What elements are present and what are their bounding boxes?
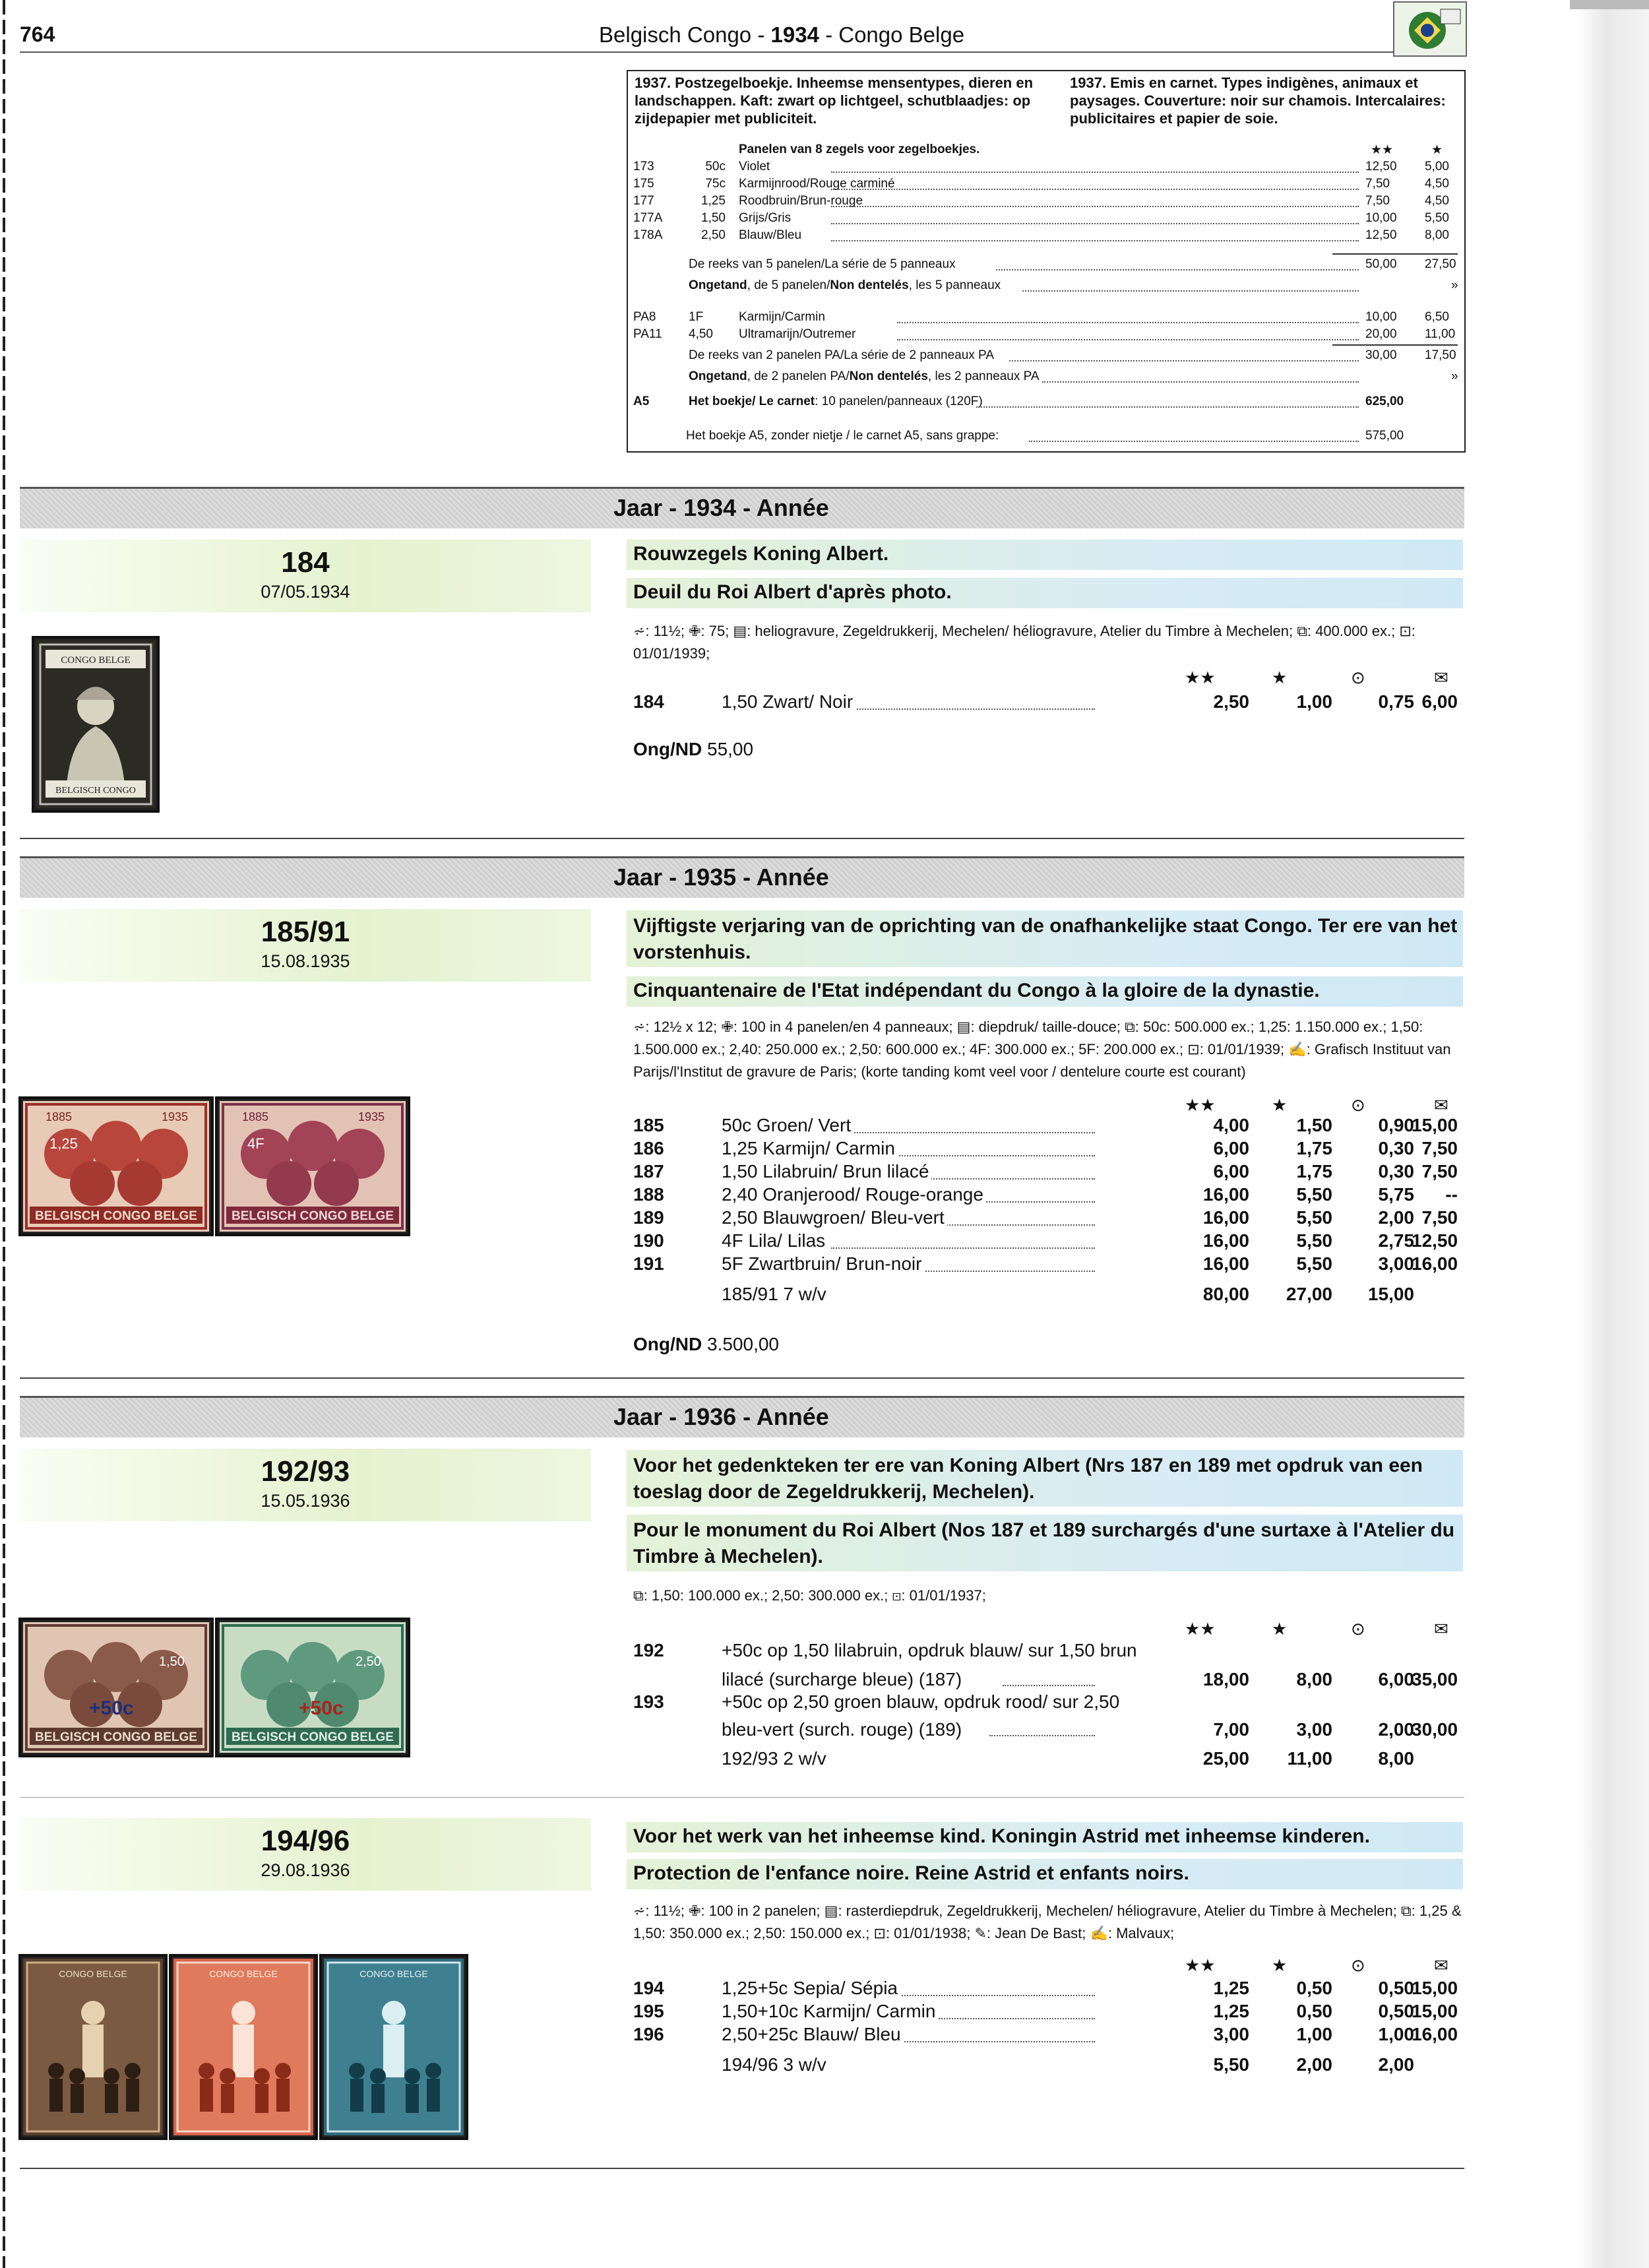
booklet-a5-row — [633, 394, 1458, 412]
stamp-number: 195 — [633, 2001, 664, 2021]
price-mint: 25,00 — [1202, 1748, 1249, 1769]
booklet-a5-nostaple-row — [633, 429, 1458, 446]
stamp-text: 1,50 — [159, 1654, 185, 1669]
imperf5-label: Ongetand — [689, 278, 747, 292]
stamp-desc: 1,25+5c Sepia/ Sépia — [722, 1978, 900, 1999]
stamp-desc: +50c op 1,50 lilabruin, opdruk blauw/ sur 1,50 brun — [722, 1640, 1137, 1660]
stamp-text: BELGISCH CONGO BELGE — [232, 1730, 394, 1744]
issue-number: 194/96 — [261, 1825, 350, 1857]
booklet-row — [633, 228, 1458, 245]
set5-price-hinged: 27,50 — [1425, 257, 1456, 271]
nd-value: 3.500,00 — [707, 1334, 779, 1354]
stamp-text: 1935 — [162, 1110, 189, 1123]
price-mint: 2,50 — [1213, 691, 1249, 712]
price-mint: 1,25 — [1213, 2001, 1249, 2021]
price-used: 0,50 — [1378, 2001, 1414, 2021]
stamp-184-image — [34, 639, 157, 810]
col-cover: ✉ — [1434, 1955, 1448, 1975]
col-cover: ✉ — [1434, 1619, 1448, 1639]
set5-desc: De reeks van 5 panelen/La série de 5 panneaux — [689, 257, 956, 271]
col-used: ⊙ — [1351, 668, 1365, 687]
issue-date: 07/05.1934 — [261, 582, 350, 602]
dot-leader — [831, 1247, 1095, 1249]
booklet-price-mint: 10,00 — [1365, 211, 1397, 225]
price-mint: 1,25 — [1213, 1978, 1249, 1998]
booklet-price-mint: 7,50 — [1365, 177, 1390, 191]
price-row — [633, 1978, 1464, 2001]
booklet-price-mint: 10,00 — [1365, 310, 1397, 324]
booklet-price-hinged: 4,50 — [1425, 194, 1449, 208]
stamp-text: BELGISCH CONGO BELGE — [232, 1209, 394, 1223]
booklet-subheading: Panelen van 8 zegels voor zegelboekjes. — [739, 142, 980, 156]
year-bar-1936 — [20, 1396, 1464, 1437]
booklet-imperf5-row — [633, 278, 1458, 296]
price-row-193 — [633, 1691, 1464, 1715]
dot-leader — [831, 709, 1095, 710]
stamp-number: 188 — [633, 1184, 664, 1205]
price-used: 0,30 — [1378, 1161, 1414, 1181]
year-1936-label: Jaar - 1936 - Année — [613, 1403, 829, 1430]
stamp-surcharge: +50c — [299, 1697, 344, 1719]
col-cover: ✉ — [1434, 668, 1448, 687]
stamp-195-image — [171, 1957, 315, 2137]
stamp-text: CONGO BELGE — [61, 655, 131, 666]
imperf-note — [633, 1334, 779, 1355]
imperf2-label-fr: Non dentelés — [849, 369, 928, 383]
booklet-row — [633, 211, 1458, 228]
issue-info: ⩫: 11½; ✙: 100 in 2 panelen; ▤: rasterdiepdruk, Zegeldrukkerij, Mechelen/ héliogravure, Atelier du Timbre à Mechelen; ⧉: 1,25 & 1,50: 350.000 ex.; 2,50: 150.000 ex.; ⊡: 01/01/1938; ✎: Jean De Bast; ✍: Malvaux; — [633, 1903, 1462, 1941]
stamp-text: CONGO BELGE — [59, 1969, 127, 1979]
price-used: 0,30 — [1378, 1138, 1414, 1158]
a5-nostaple-price: 575,00 — [1365, 429, 1404, 443]
col-used: ⊙ — [1351, 1619, 1365, 1639]
price-hinged: 1,75 — [1296, 1138, 1332, 1158]
stamp-text: 1885 — [46, 1110, 73, 1123]
dot-leader — [831, 172, 1359, 173]
booklet-heading-fr: 1937. Emis en carnet. Types indigènes, animaux et paysages. Couverture: noir sur chamois. Intercalaires: publicitaires et papier de soie. — [1070, 75, 1446, 127]
set-total-row — [633, 1284, 1464, 1307]
title-fr: Pour le monument du Roi Albert (Nos 187 et 189 surchargés d'une surtaxe à l'Atelier du Timbre à Mechelen). — [633, 1519, 1455, 1567]
price-used: 1,00 — [1378, 2024, 1414, 2044]
price-row — [633, 2001, 1464, 2025]
price-row-192b — [633, 1669, 1464, 1693]
stamp-text: BELGISCH CONGO — [55, 786, 136, 796]
booklet-value: 75c — [705, 177, 726, 191]
stamp-number: 186 — [633, 1138, 664, 1158]
issue-number: 184 — [281, 546, 330, 579]
price-used: 6,00 — [1378, 1669, 1414, 1689]
price-mint: 80,00 — [1202, 1284, 1249, 1304]
price-used: 2,00 — [1378, 1207, 1414, 1228]
price-used: 5,75 — [1378, 1184, 1414, 1205]
booklet-price-hinged: 4,50 — [1425, 177, 1449, 191]
stamp-text: BELGISCH CONGO BELGE — [35, 1730, 197, 1744]
price-cover: 15,00 — [1412, 1978, 1458, 1998]
price-cover: 7,50 — [1421, 1207, 1458, 1228]
price-hinged: 5,50 — [1296, 1207, 1332, 1228]
stamp-number: 189 — [633, 1207, 664, 1228]
set2-desc: De reeks van 2 panelen PA/La série de 2 panneaux PA — [689, 348, 994, 362]
stamp-text: CONGO BELGE — [359, 1969, 428, 1979]
scan-shadow — [1576, 0, 1649, 2268]
issue-info: ⩫: 12½ x 12; ✙: 100 in 4 panelen/en 4 panneaux; ▤: diepdruk/ taille-douce; ⧉: 50c: 500.000 ex.; 1,25: 1.150.000 ex.; 1,50: 1.500.000 ex.; 2,40: 250.000 ex.; 2,50: 600.000 ex.; 4F: 300.000 ex.; 5F: 200.000 ex.; ⊡: 01/01/1939; ✍: Grafisch Instituut van Parijs/l'Institut de gravure de Paris; (korte tanding komt veel voor / dentelure courte est courant) — [633, 1019, 1451, 1080]
col-mint: ★★ — [1185, 1095, 1216, 1115]
set-total-row — [633, 2054, 1464, 2078]
imperf5-label-fr: Non dentelés — [830, 278, 909, 292]
booklet-no: 175 — [633, 177, 654, 191]
booklet-row — [633, 194, 1458, 211]
scan-shadow-top — [1570, 0, 1649, 9]
a5-rest: : 10 panelen/panneaux (120F) — [815, 394, 983, 408]
stamp-number: 191 — [633, 1253, 664, 1274]
booklet-desc: Roodbruin/Brun-rouge — [739, 194, 863, 208]
dot-leader — [897, 322, 1359, 323]
stamp-number: 184 — [633, 691, 664, 712]
col-mint: ★★ — [1185, 1955, 1216, 1975]
col-hinged-symbol: ★ — [1431, 143, 1443, 157]
stamp-desc: 2,40 Oranjerood/ Rouge-orange — [722, 1184, 986, 1205]
nd-value: 55,00 — [707, 739, 754, 759]
booklet-price-mint: 7,50 — [1365, 194, 1390, 208]
booklet-box — [627, 70, 1466, 453]
stamp-number: 192 — [633, 1640, 664, 1660]
stamp-number: 196 — [633, 2024, 664, 2044]
price-used: 0,50 — [1378, 1978, 1414, 1998]
stamp-desc: 50c Groen/ Vert — [722, 1115, 854, 1136]
nd-label: Ong/ND — [633, 1334, 702, 1354]
year-bar-1935 — [20, 856, 1464, 898]
set-desc: 185/91 7 w/v — [722, 1284, 826, 1304]
booklet-price-hinged: 11,00 — [1425, 327, 1456, 341]
issue-number: 185/91 — [261, 916, 350, 948]
booklet-pa-row — [633, 310, 1458, 327]
booklet-row — [633, 177, 1458, 194]
a5-nostaple-desc: Het boekje A5, zonder nietje / le carnet A5, sans grappe: — [686, 429, 999, 443]
price-hinged: 5,50 — [1296, 1230, 1332, 1251]
stamp-text: 1,25 — [49, 1135, 78, 1152]
page-title — [599, 22, 964, 47]
title-year: 1934 — [770, 22, 819, 47]
price-cover: 16,00 — [1412, 1253, 1458, 1274]
stamp-text: 4F — [247, 1135, 264, 1152]
price-hinged: 1,75 — [1296, 1161, 1332, 1181]
price-mint: 16,00 — [1202, 1184, 1249, 1205]
separator — [20, 2168, 1464, 2169]
booklet-desc: Grijs/Gris — [739, 211, 792, 225]
col-hinged: ★ — [1272, 1955, 1288, 1975]
set-total-row — [633, 1748, 1464, 1772]
separator — [20, 838, 1464, 839]
price-hinged: 8,00 — [1296, 1669, 1332, 1689]
stamp-surcharge: +50c — [89, 1697, 134, 1719]
title-country-fr: - Congo Belge — [819, 22, 965, 47]
stamp-desc: 1,50 Zwart/ Noir — [722, 691, 856, 712]
title-fr: Cinquantenaire de l'Etat indépendant du Congo à la gloire de la dynastie. — [633, 980, 1320, 1001]
title-country: Belgisch Congo - — [599, 22, 771, 47]
issue-info: ⩫: 11½; ✙: 75; ▤: heliogravure, Zegeldrukkerij, Mechelen/ héliogravure, Atelier du Timbre à Mechelen; ⧉: 400.000 ex.; ⊡: 01/01/1939; — [633, 623, 1416, 662]
col-hinged: ★ — [1272, 668, 1288, 687]
price-cover: 7,50 — [1421, 1138, 1458, 1158]
price-mint: 4,00 — [1213, 1115, 1249, 1135]
stamp-desc: lilacé (surcharge bleue) (187) — [722, 1669, 962, 1689]
imperf5-price: » — [1451, 278, 1458, 292]
price-used: 8,00 — [1378, 1748, 1414, 1769]
booklet-price-mint: 12,50 — [1365, 228, 1397, 242]
price-used: 0,90 — [1378, 1115, 1414, 1135]
price-mint: 18,00 — [1202, 1669, 1249, 1689]
booklet-value: 1F — [689, 310, 704, 324]
stamp-number: 193 — [633, 1691, 664, 1712]
booklet-price-mint: 12,50 — [1365, 160, 1397, 173]
stamp-number: 190 — [633, 1230, 664, 1251]
stamp-desc: +50c op 2,50 groen blauw, opdruk rood/ sur 2,50 — [722, 1691, 1120, 1712]
booklet-no: PA8 — [633, 310, 656, 324]
stamp-number: 185 — [633, 1115, 664, 1135]
stamp-desc: 2,50+25c Blauw/ Bleu — [722, 2024, 904, 2045]
col-hinged: ★ — [1272, 1619, 1288, 1639]
year-1935-label: Jaar - 1935 - Année — [613, 864, 829, 891]
title-fr: Protection de l'enfance noire. Reine Astrid et enfants noirs. — [633, 1862, 1189, 1884]
price-hinged: 2,00 — [1296, 2054, 1332, 2075]
col-mint-symbol: ★★ — [1371, 143, 1394, 157]
price-used: 0,75 — [1378, 691, 1414, 712]
set5-price-mint: 50,00 — [1365, 257, 1397, 271]
booklet-no: 177 — [633, 194, 654, 208]
booklet-desc: Karmijnrood/Rouge carminé — [739, 177, 895, 191]
issue-192-header — [20, 1449, 591, 1521]
price-row-193b — [633, 1719, 1464, 1743]
price-used: 15,00 — [1367, 1284, 1414, 1304]
booklet-row — [633, 160, 1458, 177]
nd-label: Ong/ND — [633, 739, 702, 759]
booklet-desc: Karmijn/Carmin — [739, 310, 825, 324]
publisher-logo — [1393, 1, 1467, 57]
price-hinged: 1,00 — [1296, 691, 1332, 712]
stamp-190-image — [218, 1099, 408, 1234]
separator — [20, 1377, 1464, 1379]
booklet-price-hinged: 8,00 — [1425, 228, 1449, 242]
booklet-desc: Blauw/Bleu — [739, 228, 802, 242]
price-hinged: 5,50 — [1296, 1184, 1332, 1205]
stamp-desc: 2,50 Blauwgroen/ Bleu-vert — [722, 1207, 947, 1228]
col-mint: ★★ — [1185, 668, 1216, 687]
stamp-number: 187 — [633, 1161, 664, 1181]
title-nl: Vijftigste verjaring van de oprichting van de onafhankelijke staat Congo. Ter ere van het vorstenhuis. — [633, 915, 1458, 963]
issue-date: 29.08.1936 — [261, 1860, 350, 1880]
booklet-value: 1,25 — [701, 194, 726, 208]
price-hinged: 5,50 — [1296, 1253, 1332, 1274]
price-mint: 16,00 — [1202, 1253, 1249, 1274]
price-row — [633, 1184, 1464, 1208]
col-mint: ★★ — [1185, 1619, 1216, 1639]
booklet-no: PA11 — [633, 327, 662, 341]
header-rule — [20, 51, 1393, 53]
imperf2-rest: , les 2 panneaux PA — [927, 369, 1040, 383]
price-row — [633, 2024, 1464, 2048]
price-row — [633, 1230, 1464, 1254]
booklet-value: 50c — [705, 160, 726, 173]
price-row — [633, 1115, 1464, 1139]
stamp-desc: bleu-vert (surch. rouge) (189) — [722, 1719, 962, 1740]
set2-price-hinged: 17,50 — [1425, 348, 1456, 362]
booklet-value: 1,50 — [701, 211, 726, 225]
stamp-186-image — [21, 1099, 211, 1234]
price-cover: 7,50 — [1421, 1161, 1458, 1181]
stamp-text: 2,50 — [356, 1654, 381, 1669]
booklet-no: 173 — [633, 160, 654, 173]
page-number: 764 — [20, 22, 55, 46]
imperf-note — [633, 739, 753, 760]
sum-rule-pa — [1332, 344, 1458, 346]
price-cover: 30,00 — [1412, 1719, 1458, 1740]
booklet-set2-row — [633, 348, 1458, 365]
booklet-value: 2,50 — [701, 228, 726, 242]
price-cover: -- — [1445, 1184, 1458, 1205]
price-mint: 5,50 — [1213, 2054, 1249, 2075]
year-1934-label: Jaar - 1934 - Année — [613, 494, 829, 521]
a5-price: 625,00 — [1365, 394, 1404, 408]
separator — [20, 1797, 1464, 1798]
booklet-price-mint: 20,00 — [1365, 327, 1397, 341]
price-used: 3,00 — [1378, 1253, 1414, 1274]
stamp-text: BELGISCH CONGO BELGE — [35, 1209, 197, 1223]
price-cover: 15,00 — [1412, 2001, 1458, 2021]
stamp-193-image — [218, 1620, 408, 1755]
year-bar-1934 — [20, 487, 1464, 528]
issue-number: 192/93 — [261, 1455, 350, 1488]
price-cover: 16,00 — [1412, 2024, 1458, 2044]
booklet-no: 177A — [633, 211, 663, 225]
booklet-set5-row — [633, 257, 1458, 274]
price-cover: 15,00 — [1412, 1115, 1458, 1135]
price-used: 2,75 — [1378, 1230, 1414, 1251]
price-row-192 — [633, 1640, 1464, 1664]
sum-rule — [1332, 253, 1458, 255]
booklet-desc: Violet — [739, 160, 770, 173]
title-fr: Deuil du Roi Albert d'après photo. — [633, 581, 952, 603]
price-hinged: 1,00 — [1296, 2024, 1332, 2044]
set-desc: 194/96 3 w/v — [722, 2054, 826, 2075]
issue-date: 15.08.1935 — [261, 951, 350, 971]
booklet-imperf2-row — [633, 369, 1458, 387]
price-hinged: 3,00 — [1296, 1719, 1332, 1740]
stamp-number: 194 — [633, 1978, 664, 1998]
price-row — [633, 1138, 1464, 1162]
price-used: 2,00 — [1378, 2054, 1414, 2075]
booklet-value: 4,50 — [689, 327, 713, 341]
col-used: ⊙ — [1351, 1955, 1365, 1975]
col-cover: ✉ — [1434, 1095, 1448, 1115]
price-row — [633, 1161, 1464, 1185]
dot-leader — [831, 189, 1359, 190]
imperf2-label: Ongetand — [689, 369, 747, 383]
price-cover: 35,00 — [1412, 1669, 1458, 1689]
imperf5-rest: , les 5 panneaux — [908, 278, 1001, 292]
booklet-price-hinged: 6,50 — [1425, 310, 1449, 324]
booklet-heading-nl: 1937. Postzegelboekje. Inheemse mensentypes, dieren en landschappen. Kaft: zwart op lichtgeel, schutblaadjes: op zijdepapier met publiciteit. — [635, 75, 1034, 127]
booklet-no: 178A — [633, 228, 663, 242]
price-hinged: 11,00 — [1287, 1748, 1332, 1769]
booklet-price-hinged: 5,50 — [1425, 211, 1449, 225]
stamp-text: CONGO BELGE — [209, 1969, 278, 1979]
imperf2-price: » — [1451, 369, 1458, 383]
price-hinged: 27,00 — [1286, 1284, 1332, 1304]
stamp-desc: 4F Lila/ Lilas — [722, 1230, 828, 1251]
stamp-desc: 1,25 Karmijn/ Carmin — [722, 1138, 898, 1159]
stamp-text: 1885 — [242, 1110, 269, 1123]
issue-date: 15.05.1936 — [261, 1491, 350, 1511]
stamp-196-image — [322, 1957, 466, 2137]
title-nl: Rouwzegels Koning Albert. — [633, 543, 889, 565]
price-hinged: 0,50 — [1296, 2001, 1332, 2021]
imperf5-mid: , de 5 panelen/ — [747, 278, 830, 292]
col-hinged: ★ — [1272, 1095, 1288, 1115]
price-row — [633, 1253, 1464, 1277]
stamp-desc: 1,50 Lilabruin/ Brun lilacé — [722, 1161, 931, 1182]
col-used: ⊙ — [1351, 1095, 1365, 1115]
dot-leader — [831, 206, 1359, 207]
price-mint: 6,00 — [1213, 1138, 1249, 1158]
set-desc: 192/93 2 w/v — [722, 1748, 826, 1769]
issue-194-header — [20, 1818, 591, 1891]
a5-number: A5 — [633, 394, 650, 408]
set2-price-mint: 30,00 — [1365, 348, 1397, 362]
booklet-price-hinged: 5,00 — [1425, 160, 1449, 173]
price-mint: 16,00 — [1202, 1230, 1249, 1251]
binding-edge — [3, 0, 5, 2268]
issue-184-header — [20, 540, 591, 612]
booklet-desc: Ultramarijn/Outremer — [739, 327, 856, 341]
stamp-desc: 1,50+10c Karmijn/ Carmin — [722, 2001, 938, 2022]
price-mint: 3,00 — [1213, 2024, 1249, 2044]
price-cover: 12,50 — [1412, 1230, 1458, 1251]
dot-leader — [831, 1132, 1095, 1133]
price-hinged: 1,50 — [1296, 1115, 1332, 1135]
booklet-pa-row — [633, 327, 1458, 344]
stamp-192-image — [21, 1620, 211, 1755]
issue-info: ⧉: 1,50: 100.000 ex.; 2,50: 300.000 ex.; ⊡: 01/01/1937; — [633, 1587, 986, 1604]
price-hinged: 0,50 — [1296, 1978, 1332, 1998]
booklet-subheading-row — [633, 142, 1458, 160]
dot-leader — [831, 223, 1359, 224]
dot-leader — [831, 240, 1359, 241]
price-used: 2,00 — [1378, 1719, 1414, 1740]
price-row — [633, 691, 1464, 715]
stamp-desc: 5F Zwartbruin/ Brun-noir — [722, 1253, 924, 1275]
price-cover: 6,00 — [1421, 691, 1458, 712]
stamp-194-image — [21, 1957, 165, 2137]
issue-185-header — [20, 909, 591, 982]
title-nl: Voor het werk van het inheemse kind. Koningin Astrid met inheemse kinderen. — [633, 1825, 1370, 1847]
stamp-text: 1935 — [358, 1110, 385, 1123]
dot-leader — [897, 339, 1359, 340]
imperf2-mid: , de 2 panelen PA/ — [747, 369, 850, 383]
price-mint: 7,00 — [1213, 1719, 1249, 1740]
title-nl: Voor het gedenkteken ter ere van Koning Albert (Nrs 187 en 189 met opdruk van een toeslag door de Zegeldrukkerij, Mechelen). — [633, 1455, 1423, 1503]
price-mint: 16,00 — [1202, 1207, 1249, 1228]
price-row — [633, 1207, 1464, 1231]
a5-label: Het boekje/ Le carnet — [689, 394, 815, 408]
price-mint: 6,00 — [1213, 1161, 1249, 1181]
